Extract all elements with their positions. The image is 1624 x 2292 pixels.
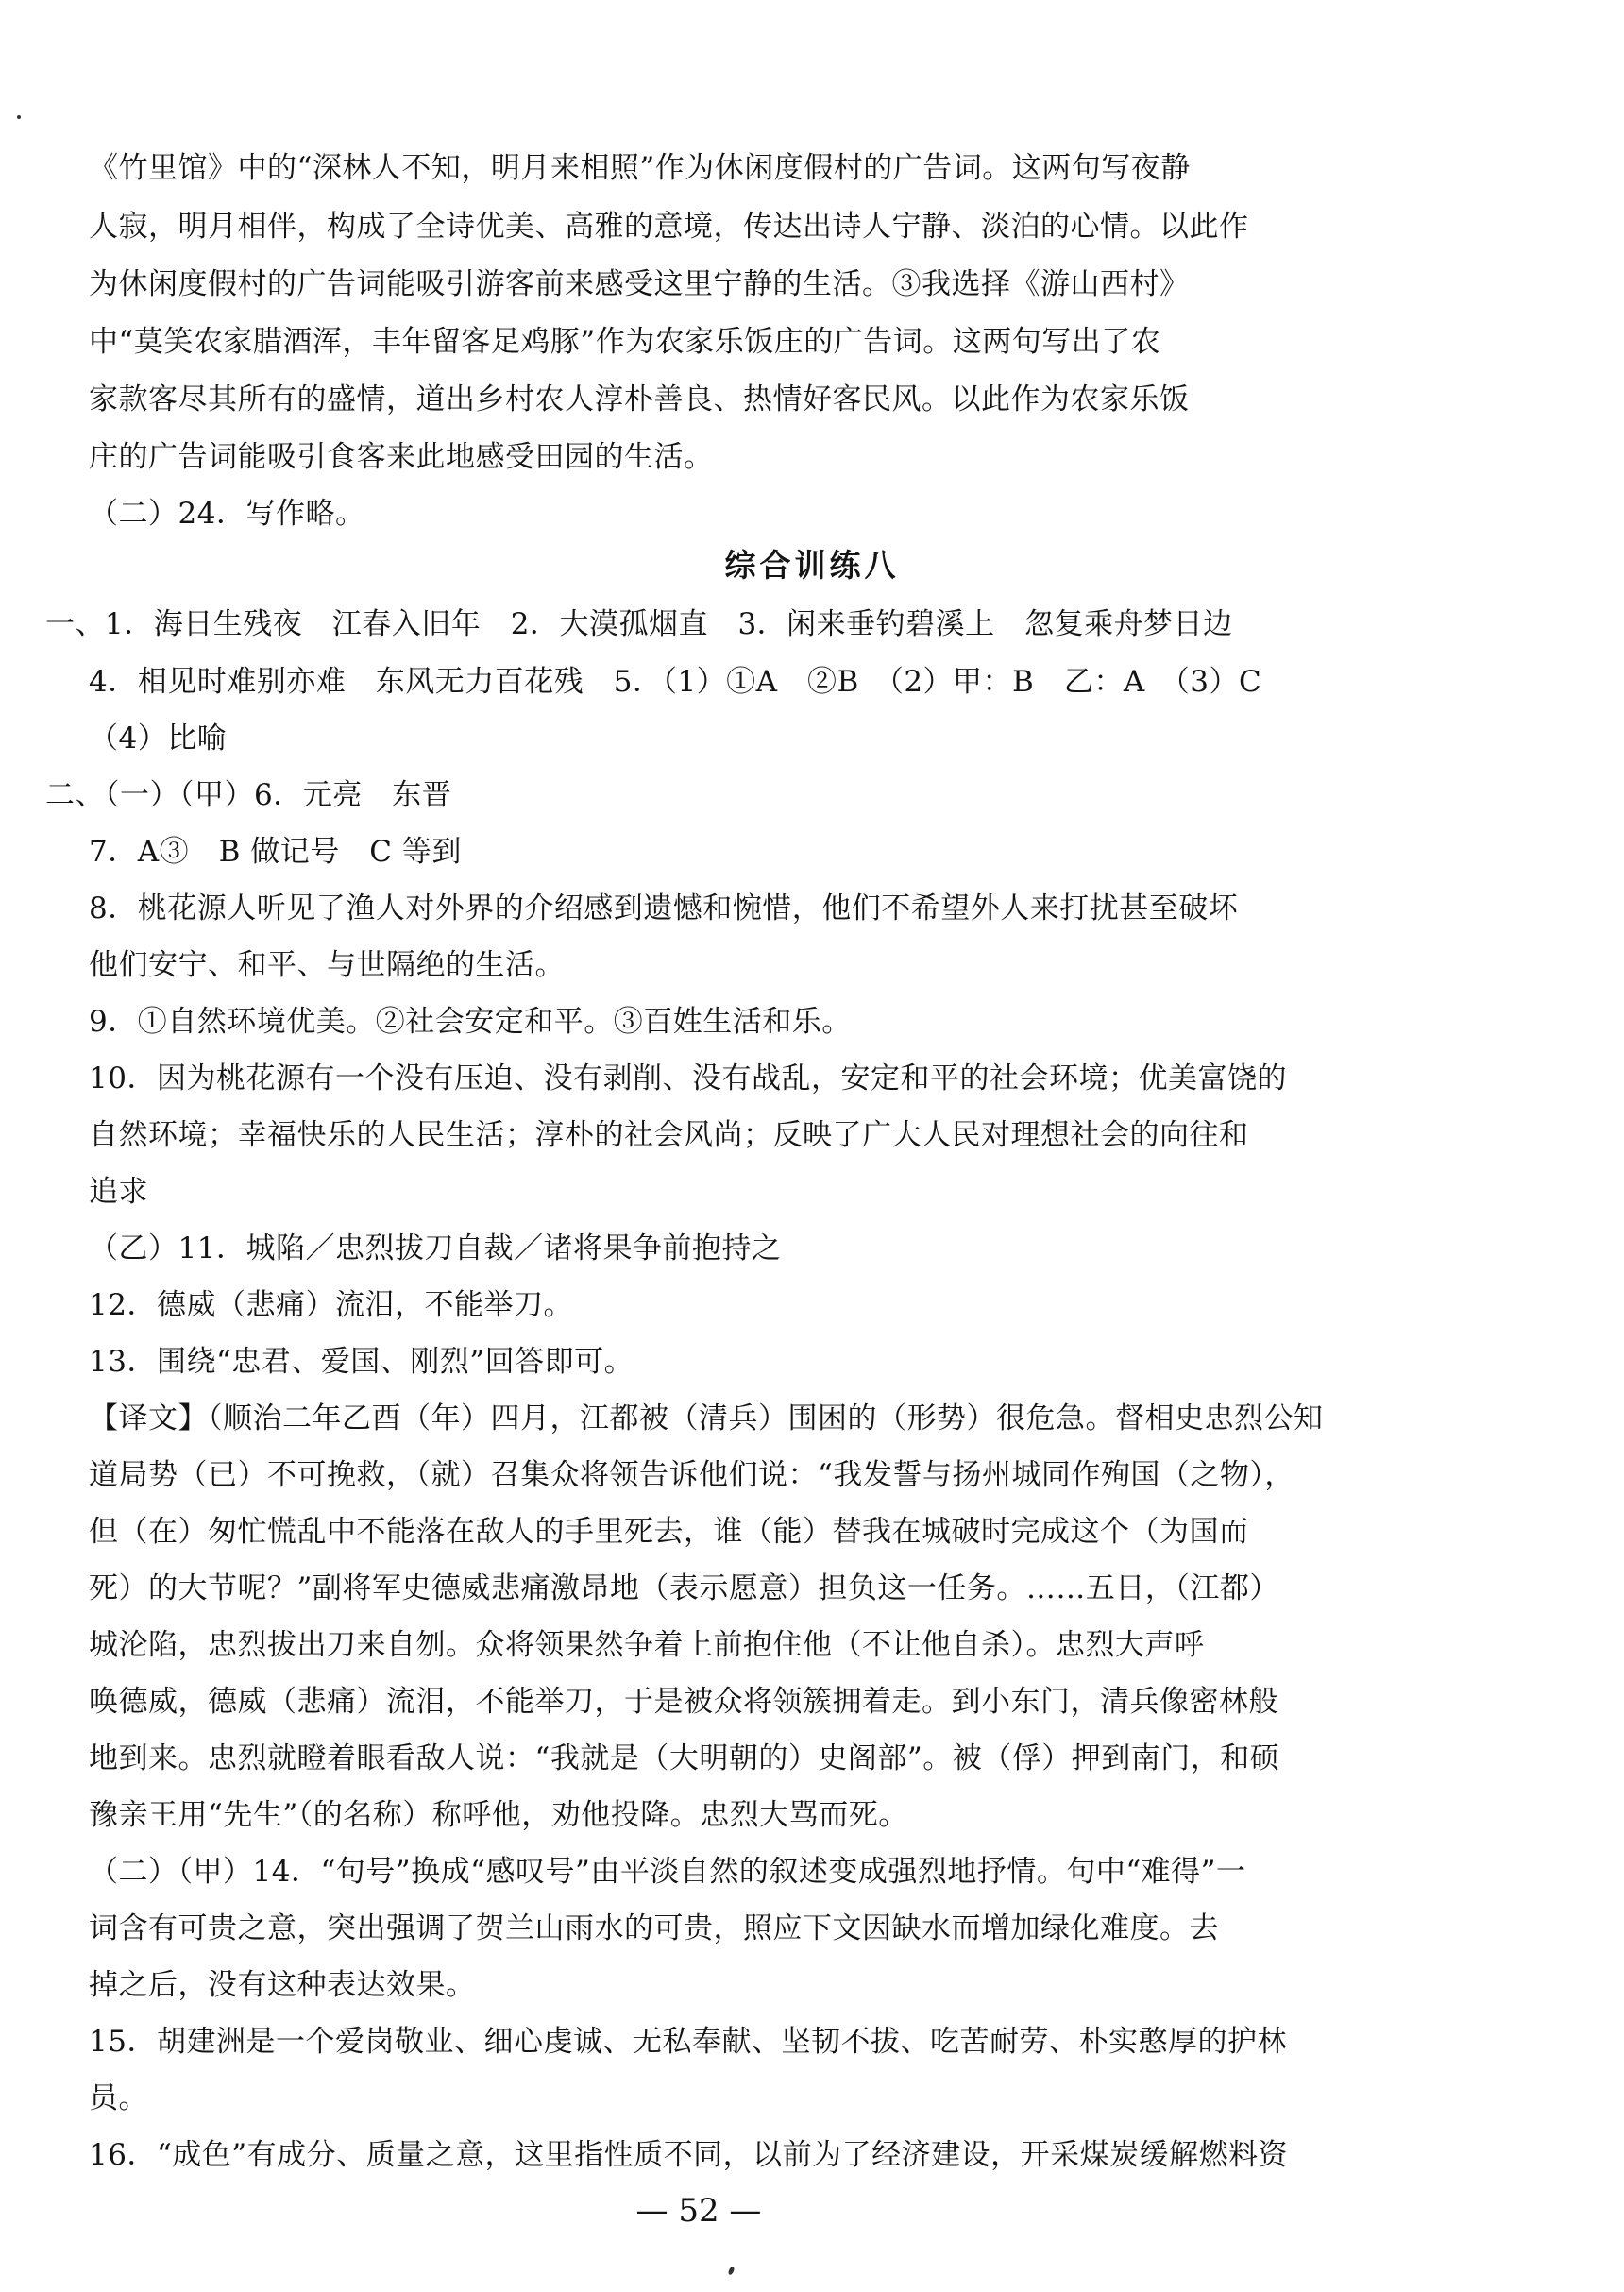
scan-speck — [17, 115, 21, 119]
text-line: 死）的大节呢？”副将军史德威悲痛激昂地（表示愿意）担负这一任务。……五日，（江都） — [89, 1571, 1279, 1605]
text-line: 自然环境；幸福快乐的人民生活；淳朴的社会风尚；反映了广大人民对理想社会的向往和 — [89, 1118, 1249, 1152]
page-number: — 52 — — [635, 2192, 762, 2230]
text-line: 《竹里馆》中的“深林人不知，明月来相照”作为休闲度假村的广告词。这两句写夜静 — [89, 151, 1191, 185]
text-line: 词含有可贵之意，突出强调了贺兰山雨水的可贵，照应下文因缺水而增加绿化难度。去 — [89, 1911, 1219, 1945]
text-line: 13．围绕“忠君、爱国、刚烈”回答即可。 — [89, 1345, 634, 1379]
text-line: 道局势（已）不可挽救，（就）召集众将领告诉他们说：“我发誓与扬州城同作殉国（之物）， — [89, 1458, 1294, 1492]
text-line: 他们安宁、和平、与世隔绝的生活。 — [89, 948, 565, 982]
text-line: 庄的广告词能吸引食客来此地感受田园的生活。 — [89, 440, 714, 474]
text-line: （乙）11．城陷／忠烈拔刀自裁／诸将果争前抱持之 — [89, 1231, 782, 1265]
text-line: （4）比喻 — [89, 722, 228, 756]
text-line: 一、1．海日生残夜 江春入旧年 2．大漠孤烟直 3．闲来垂钓碧溪上 忽复乘舟梦日边 — [45, 607, 1233, 641]
text-line: 【译文】（顺治二年乙酉（年）四月，江都被（清兵）围困的（形势）很危急。督相史忠烈公知 — [89, 1401, 1324, 1435]
text-line: 豫亲王用“先生”（的名称）称呼他，劝他投降。忠烈大骂而死。 — [89, 1798, 908, 1832]
text-line: 二、（一）（甲）6．元亮 东晋 — [45, 778, 452, 812]
text-line: 地到来。忠烈就瞪着眼看敌人说：“我就是（大明朝的）史阁部”。被（俘）押到南门，和硕 — [89, 1741, 1280, 1775]
text-line: 10．因为桃花源有一个没有压迫、没有剥削、没有战乱，安定和平的社会环境；优美富饶的 — [89, 1061, 1287, 1095]
text-line: 掉之后，没有这种表达效果。 — [89, 1968, 476, 2002]
text-line: 员。 — [89, 2081, 148, 2115]
text-line: 唤德威，德威（悲痛）流泪，不能举刀，于是被众将领簇拥着走。到小东门，清兵像密林般 — [89, 1685, 1278, 1719]
text-line: 城沦陷，忠烈拔出刀来自刎。众将领果然争着上前抱住他（不让他自杀）。忠烈大声呼 — [89, 1628, 1205, 1662]
text-line: （二）（甲）14．“句号”换成“感叹号”由平淡自然的叙述变成强烈地抒情。句中“难得”一 — [89, 1855, 1246, 1889]
section-heading: 综合训练八 — [724, 547, 900, 584]
scan-speck — [727, 2266, 735, 2275]
text-line: 为休闲度假村的广告词能吸引游客前来感受这里宁静的生活。③我选择《游山西村》 — [89, 267, 1190, 301]
text-line: 16．“成色”有成分、质量之意，这里指性质不同，以前为了经济建设，开采煤炭缓解燃料资 — [89, 2138, 1289, 2172]
text-line: 15．胡建洲是一个爱岗敬业、细心虔诚、无私奉献、坚韧不拔、吃苦耐劳、朴实憨厚的护林 — [89, 2025, 1287, 2059]
text-line: 追求 — [89, 1175, 148, 1209]
text-line: 中“莫笑农家腊酒浑，丰年留客足鸡豚”作为农家乐饭庄的广告词。这两句写出了农 — [89, 325, 1161, 359]
text-line: （二）24．写作略。 — [89, 497, 365, 531]
text-line: 9．①自然环境优美。②社会安定和平。③百姓生活和乐。 — [89, 1005, 852, 1039]
text-line: 但（在）匆忙慌乱中不能落在敌人的手里死去，谁（能）替我在城破时完成这个（为国而 — [89, 1515, 1249, 1549]
text-line: 12．德威（悲痛）流泪，不能举刀。 — [89, 1288, 573, 1322]
text-line: 4．相见时难别亦难 东风无力百花残 5．（1）①A ②B （2）甲：B 乙：A （3）C — [89, 665, 1262, 699]
text-line: 家款客尽其所有的盛情，道出乡村农人淳朴善良、热情好客民风。以此作为农家乐饭 — [89, 382, 1190, 416]
text-line: 8．桃花源人听见了渔人对外界的介绍感到遗憾和惋惜，他们不希望外人来打扰甚至破坏 — [89, 891, 1239, 925]
text-line: 7．A③ B 做记号 C 等到 — [89, 835, 462, 869]
text-line: 人寂，明月相伴，构成了全诗优美、高雅的意境，传达出诗人宁静、淡泊的心情。以此作 — [89, 210, 1249, 244]
